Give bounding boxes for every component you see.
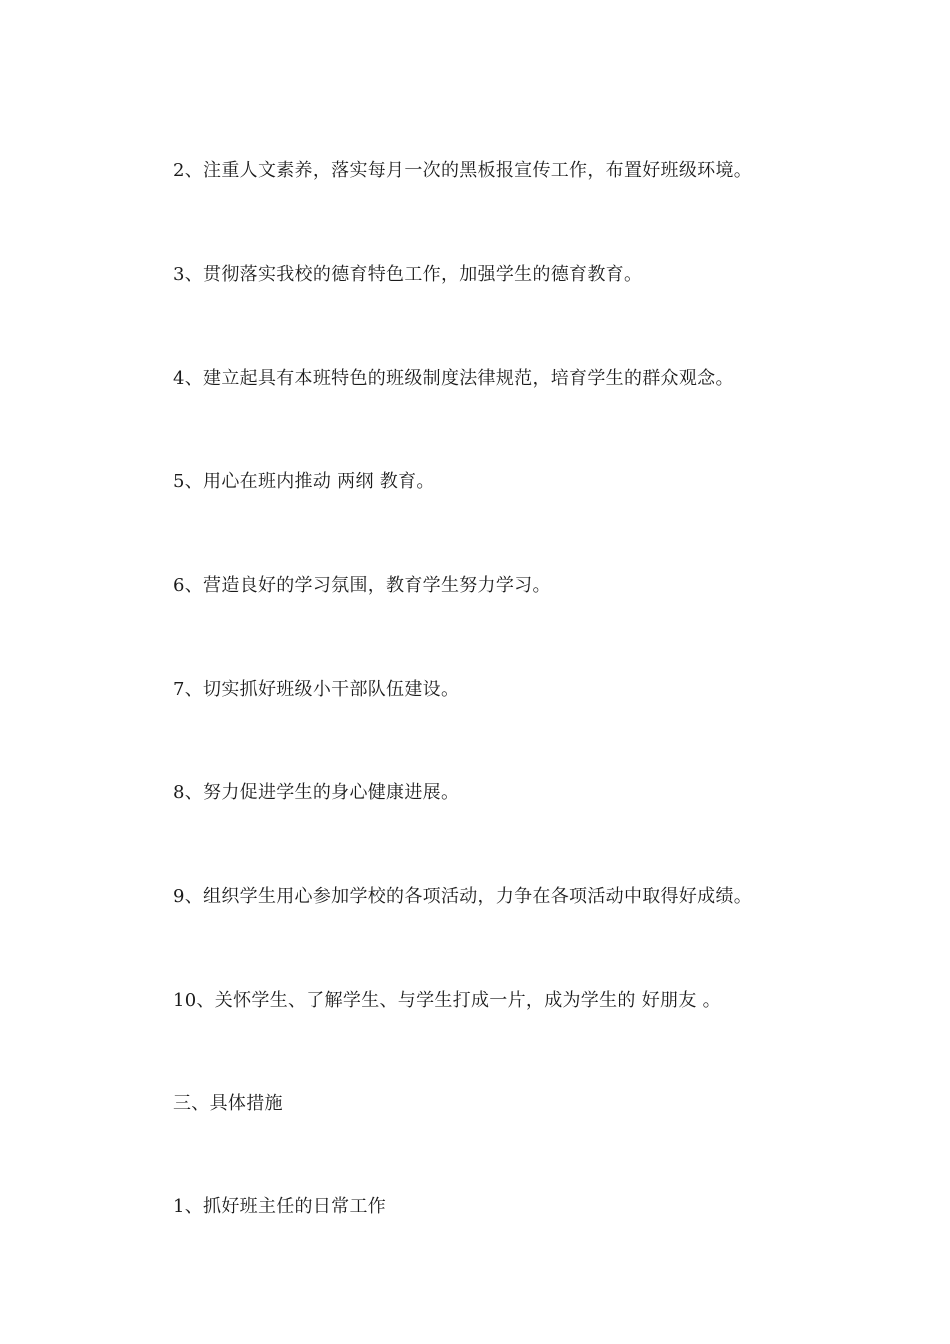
list-item-9: 9、组织学生用心参加学校的各项活动，力争在各项活动中取得好成绩。 [173, 886, 753, 907]
list-item-10: 10、关怀学生、了解学生、与学生打成一片，成为学生的 好朋友 。 [173, 990, 721, 1011]
list-item-7: 7、切实抓好班级小干部队伍建设。 [173, 679, 460, 700]
list-item-8: 8、努力促进学生的身心健康进展。 [173, 782, 460, 803]
list-item-4: 4、建立起具有本班特色的班级制度法律规范，培育学生的群众观念。 [173, 368, 734, 389]
list-item-3: 3、贯彻落实我校的德育特色工作，加强学生的德育教育。 [173, 264, 643, 285]
sub-item-1: 1、抓好班主任的日常工作 [173, 1196, 387, 1217]
list-item-2: 2、注重人文素养，落实每月一次的黑板报宣传工作，布置好班级环境。 [173, 160, 753, 181]
list-item-6: 6、营造良好的学习氛围，教育学生努力学习。 [173, 575, 551, 596]
section-heading-measures: 三、具体措施 [173, 1093, 283, 1114]
list-item-5: 5、用心在班内推动 两纲 教育。 [173, 471, 435, 492]
